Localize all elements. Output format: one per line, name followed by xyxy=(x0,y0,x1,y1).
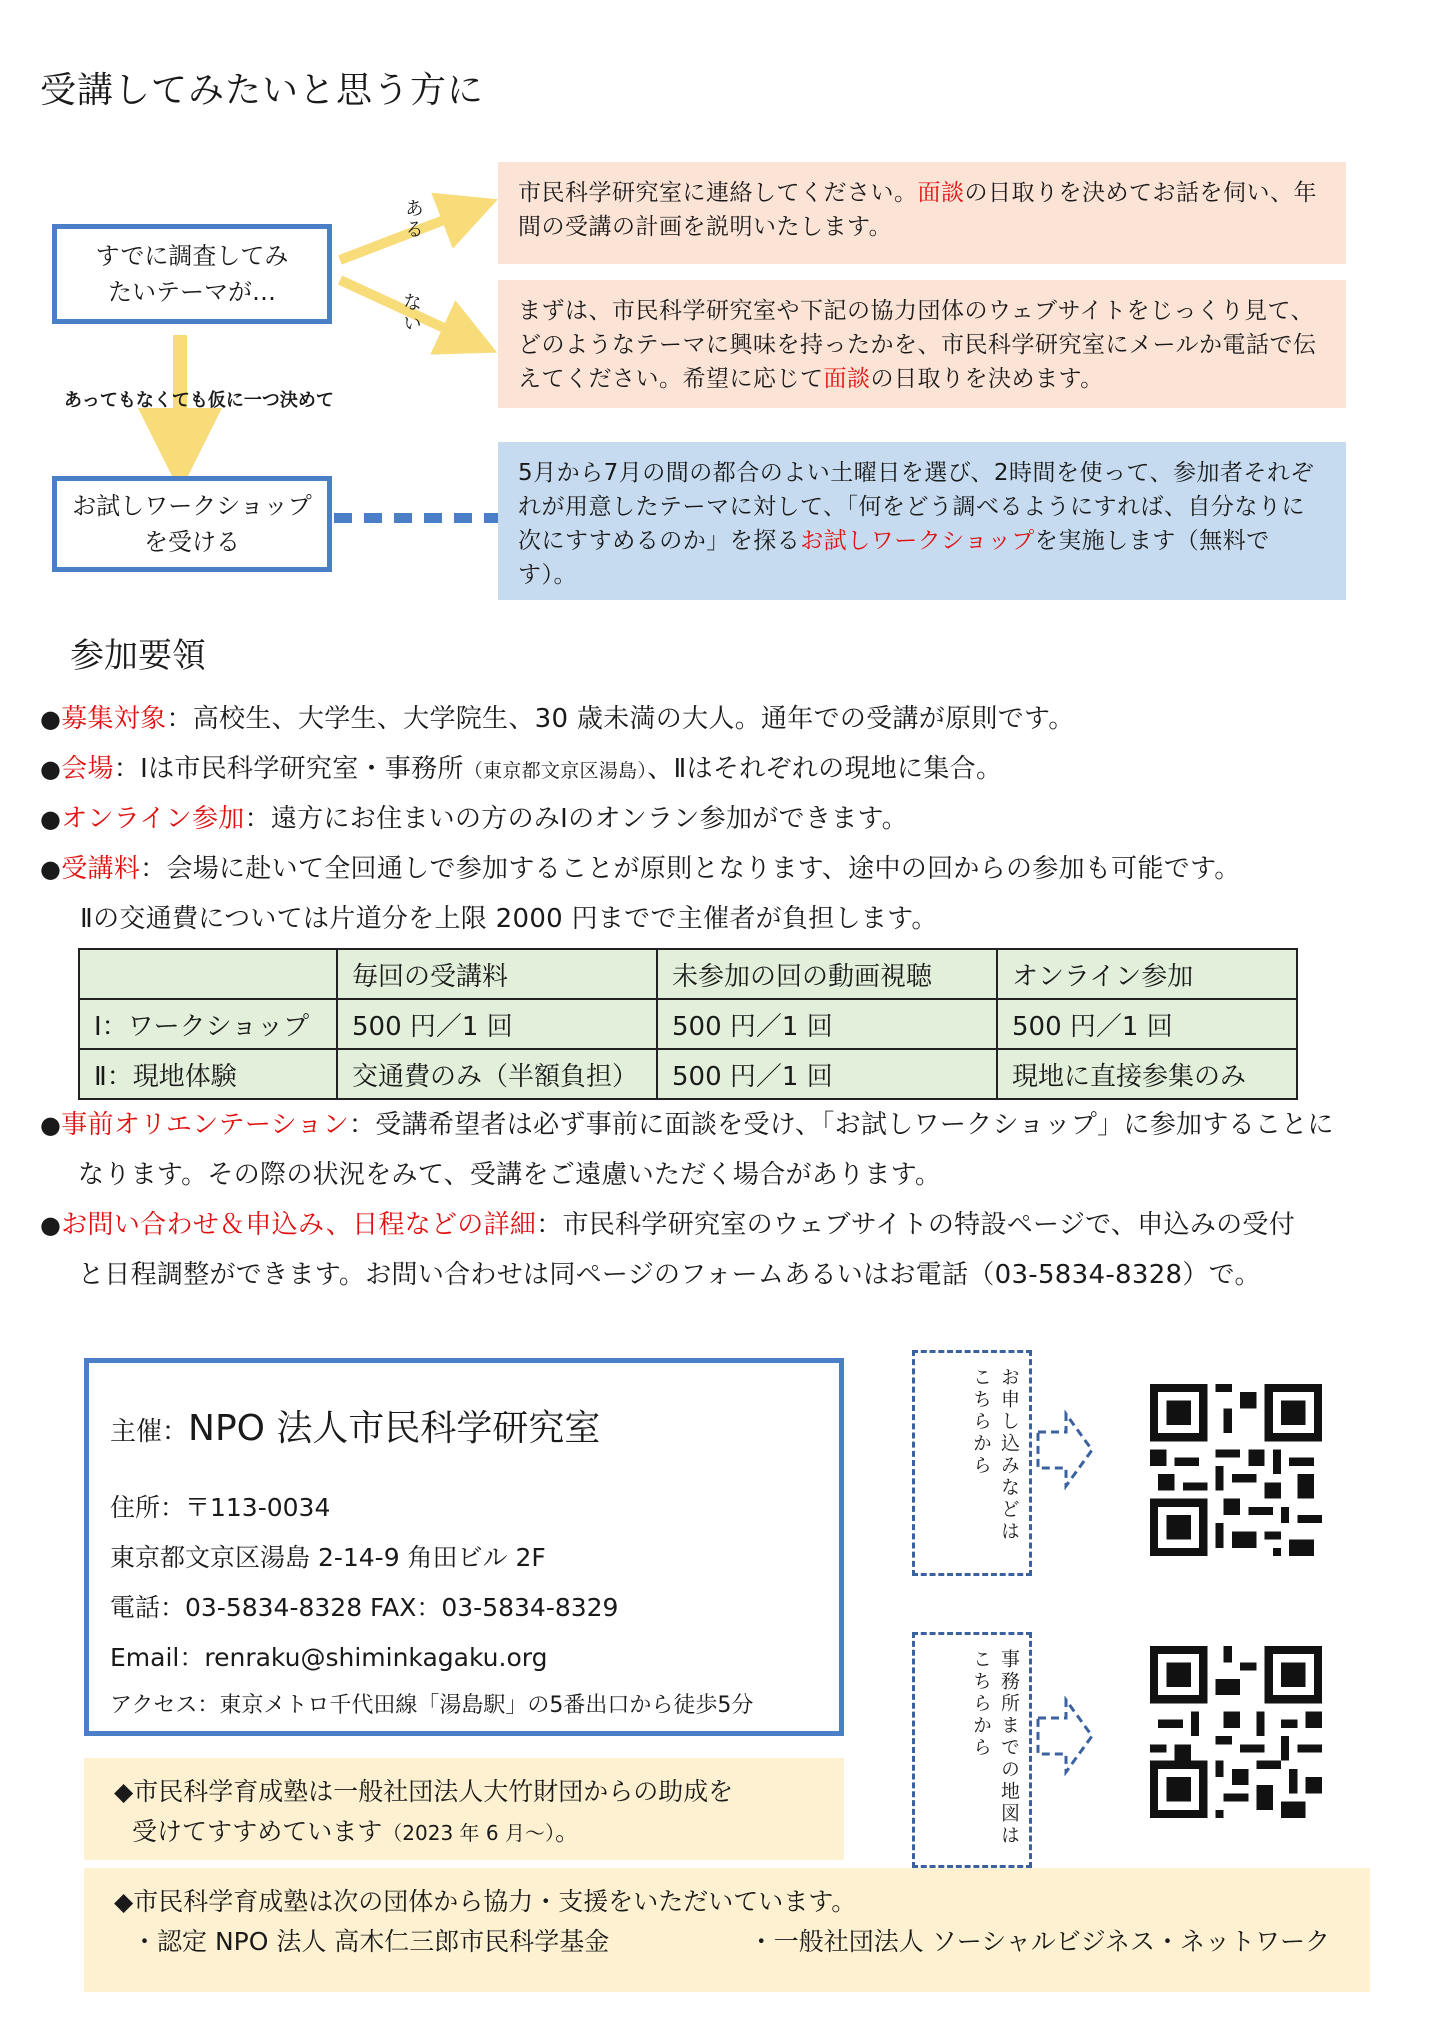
fee-table xyxy=(78,948,1298,1100)
table-row: Ⅰ：ワークショップ 500 円／1 回 500 円／1 回 500 円／1 回 xyxy=(79,999,1297,1049)
start-box: すでに調査してみ たいテーマが… xyxy=(52,224,332,324)
supporter-org: ・一般社団法人 ソーシャルビジネス・ネットワーク xyxy=(748,1927,1330,1956)
supporter-org: ・認定 NPO 法人 高木仁三郎市民科学基金 xyxy=(132,1927,610,1956)
req-contact-cont: と日程調整ができます。お問い合わせは同ページのフォームあるいはお電話（03-5834-8328）で。 xyxy=(78,1260,1261,1290)
label-no: ない xyxy=(400,292,422,334)
qr-code-map[interactable] xyxy=(1150,1646,1322,1818)
table-row: Ⅱ：現地体験 交通費のみ（半額負担） 500 円／1 回 現地に直接参集のみ xyxy=(79,1049,1297,1099)
req-fee: ●受講料：会場に赴いて全回通しで参加することが原則となります、途中の回からの参加も可能です。 xyxy=(40,854,1241,884)
apply-label: お申し込みなどはこちらから xyxy=(912,1350,1032,1576)
trial-box: お試しワークショップ を受ける xyxy=(52,476,332,572)
label-yes: ある xyxy=(402,198,424,240)
arrow-right-icon xyxy=(1036,1410,1096,1490)
req-orientation: ●事前オリエンテーション：受講希望者は必ず事前に面談を受け、「お試しワークショップ」に参加することに xyxy=(40,1110,1334,1140)
req-online: ●オンライン参加：遠方にお住まいの方のみⅠのオンラン参加ができます。 xyxy=(40,804,908,834)
page-title: 受講してみたいと思う方に xyxy=(40,70,485,111)
note-trial: 5月から7月の間の都合のよい土曜日を選び、2時間を使って、参加者それぞれが用意したテーマに対して、「何をどう調べるようにすれば、自分なりに次にすすめるのか」を探るお試しワークショップを実施します（無料です）。 xyxy=(498,442,1346,600)
organizer-address: 住所：〒113-0034 xyxy=(110,1493,331,1522)
organizer-name: 主催：NPO 法人市民科学研究室 xyxy=(110,1408,601,1449)
arrow-right-icon xyxy=(1036,1696,1096,1776)
req-venue: ●会場：Ⅰは市民科学研究室・事務所（東京都文京区湯島）、Ⅱはそれぞれの現地に集合。 xyxy=(40,754,1003,784)
map-label: 事務所までの地図はこちらから xyxy=(912,1632,1032,1868)
req-orientation-cont: なります。その際の状況をみて、受講をご遠慮いただく場合があります。 xyxy=(78,1160,942,1190)
req-contact: ●お問い合わせ＆申込み、日程などの詳細：市民科学研究室のウェブサイトの特設ページで、申込みの受付 xyxy=(40,1210,1296,1240)
req-target: ●募集対象：高校生、大学生、大学院生、30 歳未満の大人。通年での受講が原則です。 xyxy=(40,704,1075,734)
organizer-access: アクセス：東京メトロ千代田線「湯島駅」の5番出口から徒歩5分 xyxy=(110,1693,754,1718)
note-no: まずは、市民科学研究室や下記の協力団体のウェブサイトをじっくり見て、どのようなテーマに興味を持ったかを、市民科学研究室にメールか電話で伝えてください。希望に応じて面談の日取りを決めます。 xyxy=(498,280,1346,408)
organizer-email: Email：renraku@shiminkagaku.org xyxy=(110,1643,548,1672)
down-label: あってもなくても仮に一つ決めて xyxy=(64,390,334,411)
grant-band: ◆市民科学育成塾は一般社団法人大竹財団からの助成を 受けてすすめています（2023 年 6 月～）。 xyxy=(84,1758,844,1860)
fee-note: Ⅱの交通費については片道分を上限 2000 円までで主催者が負担します。 xyxy=(80,904,938,934)
section-title: 参加要領 xyxy=(70,636,206,676)
qr-code-apply[interactable] xyxy=(1150,1384,1322,1556)
organizer-phone: 電話：03-5834-8328 FAX：03-5834-8329 xyxy=(110,1593,619,1622)
note-yes: 市民科学研究室に連絡してください。面談の日取りを決めてお話を伺い、年間の受講の計画を説明いたします。 xyxy=(498,162,1346,264)
table-header-row: 毎回の受講料 未参加の回の動画視聴 オンライン参加 xyxy=(79,949,1297,999)
organizer-address-line2: 東京都文京区湯島 2-14-9 角田ビル 2F xyxy=(110,1543,546,1572)
cooperation-band: ◆市民科学育成塾は次の団体から協力・支援をいただいています。 ・認定 NPO 法人 高木仁三郎市民科学基金 ・一般社団法人 ソーシャルビジネス・ネットワーク xyxy=(84,1868,1370,1992)
